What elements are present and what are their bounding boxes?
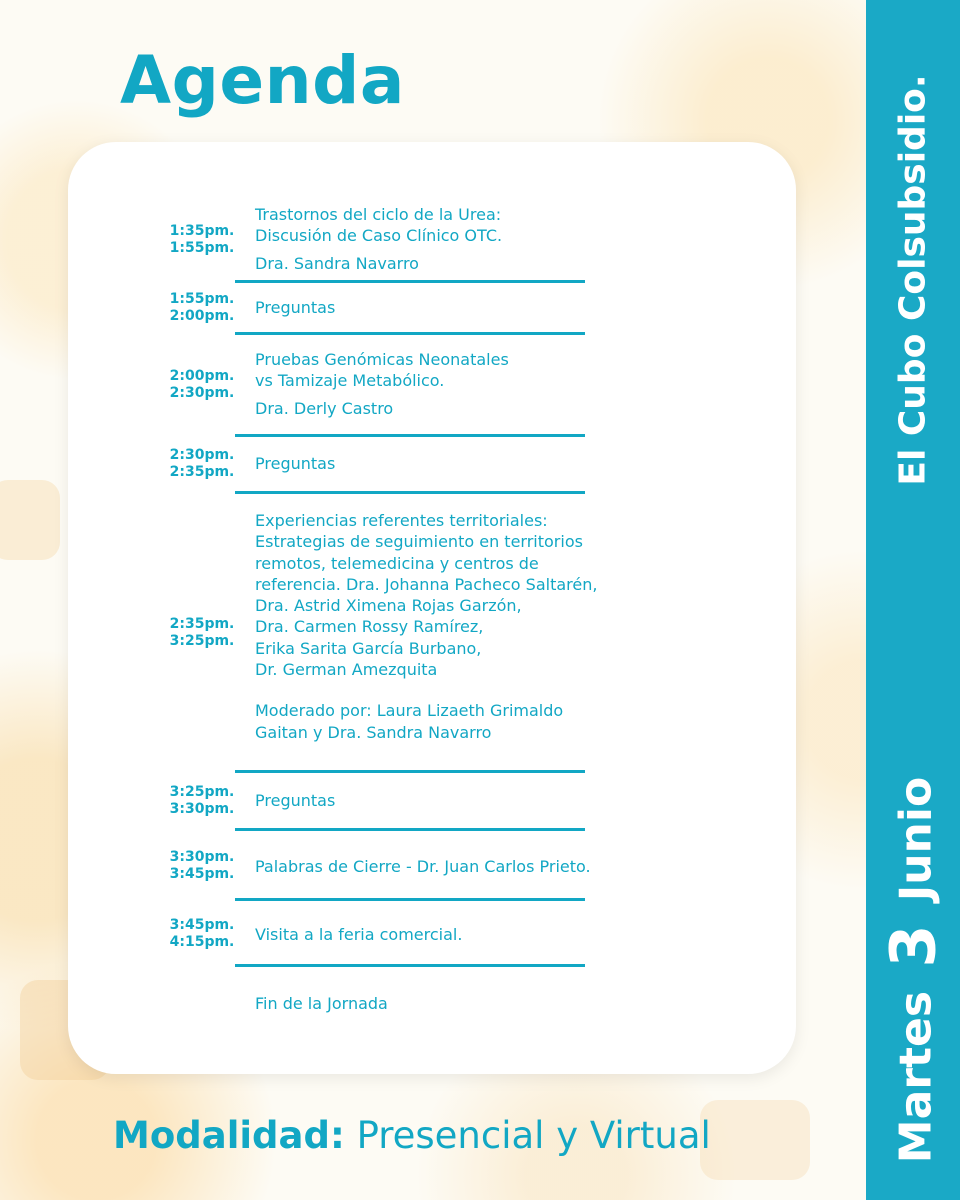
agenda-item-description — [255, 924, 695, 945]
agenda-divider — [235, 898, 585, 901]
moderator-line: Gaitan y Dra. Sandra Navarro — [255, 722, 492, 742]
event-date — [877, 777, 950, 1163]
event-date-month: Junio — [890, 776, 942, 902]
description-line: Discusión de Caso Clínico OTC. — [255, 226, 503, 246]
agenda-item-description — [255, 856, 695, 877]
modalidad-label: Modalidad: — [113, 1114, 345, 1157]
description-line: Dr. German Amezquita — [255, 660, 438, 680]
agenda-divider — [235, 280, 585, 283]
puzzle-decoration — [0, 480, 60, 560]
time-start: 3:30pm. — [169, 849, 235, 865]
time-end: 2:30pm. — [169, 385, 235, 401]
agenda-item-time — [162, 616, 242, 650]
description-line: referencia. Dra. Johanna Pacheco Saltarén, — [255, 574, 598, 594]
modalidad-value: Presencial y Virtual — [356, 1114, 711, 1157]
time-end: 1:55pm. — [169, 240, 235, 256]
speaker-name: Dra. Derly Castro — [255, 398, 394, 418]
time-start: 2:35pm. — [169, 616, 235, 632]
agenda-item-description — [255, 349, 695, 419]
speaker-name: Dra. Sandra Navarro — [255, 253, 419, 273]
agenda-list — [68, 142, 796, 1074]
agenda-item-time — [162, 291, 242, 325]
description-line: Dra. Astrid Ximena Rojas Garzón, — [255, 596, 522, 616]
agenda-divider — [235, 434, 585, 437]
description-line: remotos, telemedicina y centros de — [255, 553, 539, 573]
venue-label-container — [868, 20, 958, 540]
description-line: Pruebas Genómicas Neonatales — [255, 350, 509, 369]
agenda-card — [68, 142, 796, 1074]
agenda-divider — [235, 332, 585, 335]
agenda-item-description — [255, 453, 695, 474]
time-end: 3:30pm. — [169, 801, 235, 817]
event-date-container — [868, 760, 958, 1180]
agenda-item-time — [162, 223, 242, 257]
description-line: Experiencias referentes territoriales: — [255, 511, 548, 530]
time-start: 2:00pm. — [169, 368, 235, 384]
agenda-divider — [235, 770, 585, 773]
description-line: Estrategias de seguimiento en territorios — [255, 532, 583, 552]
venue-label: El Cubo Colsubsidio. — [892, 74, 934, 486]
time-end: 4:15pm. — [169, 934, 235, 950]
time-start: 3:45pm. — [169, 917, 235, 933]
time-end: 3:45pm. — [169, 866, 235, 882]
description-line: Palabras de Cierre - Dr. Juan Carlos Prieto. — [255, 857, 591, 876]
modalidad-text — [113, 1114, 711, 1157]
description-line: vs Tamizaje Metabólico. — [255, 371, 445, 391]
time-start: 1:55pm. — [169, 291, 235, 307]
agenda-item-description — [255, 790, 695, 811]
description-line: Erika Sarita García Burbano, — [255, 638, 482, 658]
page-title: Agenda — [120, 42, 405, 119]
time-end: 2:35pm. — [169, 464, 235, 480]
description-line: Preguntas — [255, 791, 336, 810]
agenda-divider — [235, 828, 585, 831]
agenda-item-description — [255, 204, 695, 274]
event-date-number: 3 — [876, 924, 950, 968]
agenda-item-time — [162, 447, 242, 481]
puzzle-decoration — [700, 1100, 810, 1180]
time-start: 3:25pm. — [169, 784, 235, 800]
time-start: 1:35pm. — [169, 223, 235, 239]
description-line: Trastornos del ciclo de la Urea: — [255, 205, 502, 224]
closing-line: Fin de la Jornada — [255, 994, 388, 1013]
agenda-divider — [235, 491, 585, 494]
agenda-item-time — [162, 849, 242, 883]
time-end: 2:00pm. — [169, 308, 235, 324]
description-line: Preguntas — [255, 454, 336, 473]
description-line: Preguntas — [255, 298, 336, 317]
closing-text — [255, 993, 695, 1014]
agenda-item-description — [255, 297, 695, 318]
agenda-item-description — [255, 510, 695, 743]
agenda-item-time — [162, 917, 242, 951]
agenda-item-time — [162, 368, 242, 402]
agenda-divider — [235, 964, 585, 967]
description-line: Dra. Carmen Rossy Ramírez, — [255, 617, 484, 637]
moderator-line: Moderado por: Laura Lizaeth Grimaldo — [255, 701, 564, 721]
description-line: Visita a la feria comercial. — [255, 925, 463, 944]
time-start: 2:30pm. — [169, 447, 235, 463]
time-end: 3:25pm. — [169, 633, 235, 649]
agenda-item-time — [162, 784, 242, 818]
event-date-day: Martes — [890, 990, 942, 1164]
